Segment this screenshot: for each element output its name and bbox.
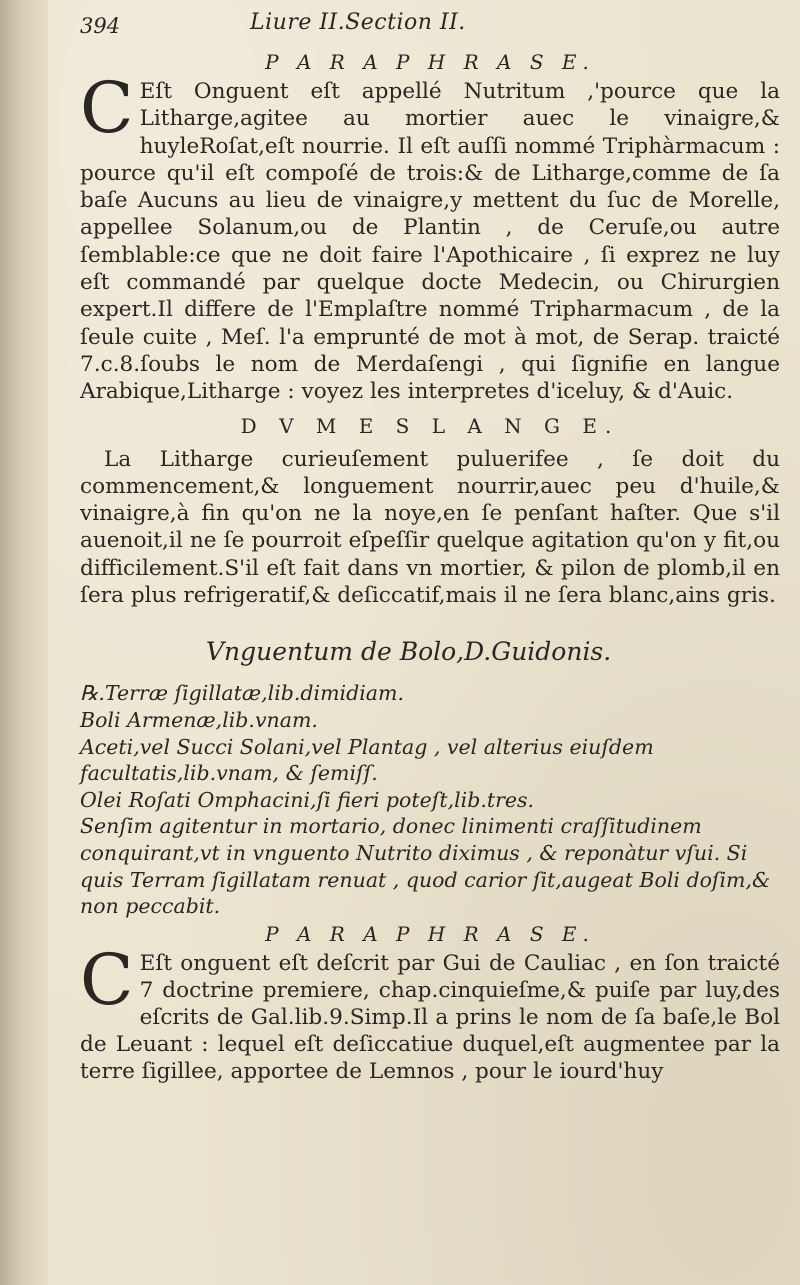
recipe-line: Boli Armenæ,lib.vnam. bbox=[80, 707, 318, 732]
text-block bbox=[80, 10, 780, 1085]
paragraph-text: Eſt Onguent eſt appellé Nutritum ,'pource que la Litharge,agitee au mortier auec le vinaigre,& huyleRoſat,eſt nourrie. Il eſt auſſi nommé Triphàrmacum : pource qu'il eſt compoſé de trois:& de Litharge,comme de ſa baſe Aucuns au lieu de vinaigre,y mettent du ſuc de Morelle, appellee Solanum,ou de Plantin , de Ceruſe,ou autre ſemblable:ce que ne doit faire l'Apothicaire , ſi exprez ne luy eſt commandé par quelque docte Medecin, ou Chirurgien expert.Il differe de l'Emplaſtre nommé Tripharmacum , de la ſeule cuite , Meſ. l'a emprunté de mot à mot, de Serap. traicté 7.c.8.ſoubs le nom de Merdaſengi , qui ſignifie en langue Arabique,Litharge : voyez les interpretes d'iceluy, & d'Auic. bbox=[80, 79, 780, 405]
page-number: 394 bbox=[80, 14, 121, 38]
recipe-line: Senſim agitentur in mortario, donec linimenti craſſitudinem conquirant,vt in vnguento Nutrito diximus , & reponàtur vſui. Si quis Terram ſigillatam renuat , quod carior ſit,augeat Boli doſim,& non peccabit. bbox=[80, 814, 771, 919]
section-heading-paraphrase-2: P A R A P H R A S E. bbox=[265, 921, 595, 946]
paraphrase-paragraph-2 bbox=[80, 938, 780, 1085]
drop-cap-2: C bbox=[80, 938, 134, 1021]
page-gutter bbox=[0, 0, 48, 1285]
section-heading-meslange: D V M E S L A N G E. bbox=[240, 413, 620, 438]
recipe-line: ℞.Terræ ſigillatæ,lib.dimidiam. bbox=[80, 681, 404, 706]
recipe-line: Aceti,vel Succi Solani,vel Plantag , vel alterius eiuſdem facultatis,lib.vnam, & ſemiſſ. bbox=[80, 734, 654, 786]
running-title: Liure II.Section II. bbox=[250, 10, 466, 35]
running-head bbox=[80, 10, 780, 48]
recipe-block bbox=[80, 680, 780, 919]
paraphrase-paragraph bbox=[80, 67, 780, 406]
meslange-paragraph: La Litharge curieuſement puluerifee , ſe doit du commencement,& longuement nourrir,auec peu d'huile,& vinaigre,à fin qu'on ne la noye,en ſe penſant haſter. Que s'il auenoit,il ne ſe pourroit eſpeſſir quelque agitation qu'on y fit,ou difficilement.S'il eſt fait dans vn mortier, & pilon de plomb,il en ſera plus refrigeratif,& deſiccatif,mais il ne ſera blanc,ains gris. bbox=[80, 446, 780, 609]
recipe-title: Vnguentum de Bolo,D.Guidonis. bbox=[206, 637, 612, 667]
drop-cap: C bbox=[80, 67, 134, 149]
recipe-line: Olei Roſati Omphacini,ſi fieri poteſt,lib.tres. bbox=[80, 787, 535, 812]
paragraph-text-2: Eſt onguent eſt deſcrit par Gui de Cauliac , en ſon traicté 7 doctrine premiere, chap.cinquieſme,& puiſe par luy,des eſcrits de Gal.lib.9.Simp.Il a prins le nom de ſa baſe,le Bol de Leuant : lequel eſt deſiccatiue duquel,eſt augmentee par la terre ſigillee, apportee de Lemnos , pour le iourd'huy bbox=[80, 950, 780, 1085]
section-heading-paraphrase: P A R A P H R A S E. bbox=[265, 50, 595, 74]
